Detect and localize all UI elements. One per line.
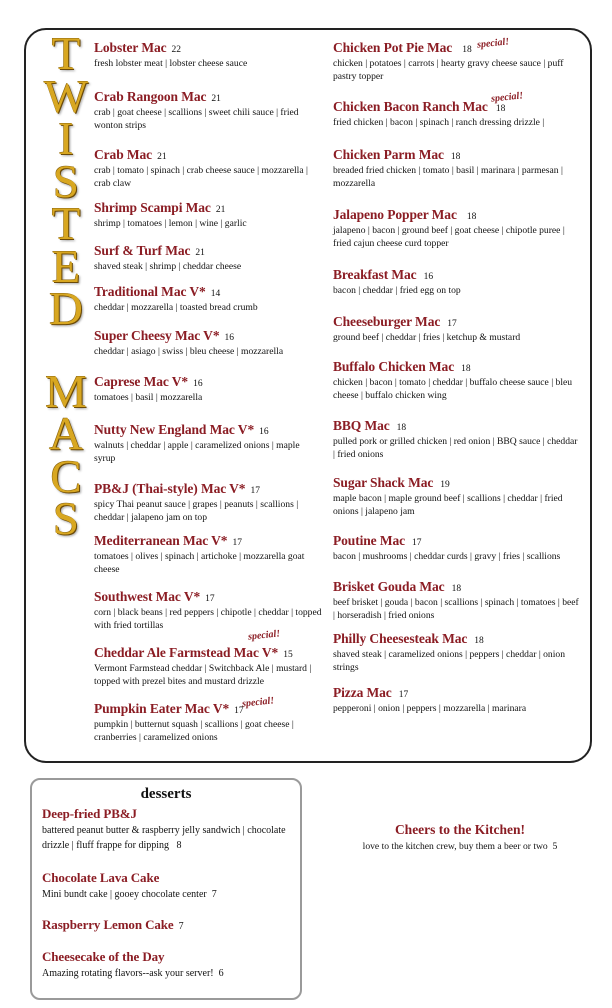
- item-desc: spicy Thai peanut sauce | grapes | peanuts | scallions | cheddar | jalapeno jam on top: [94, 499, 299, 523]
- item-desc: beef brisket | gouda | bacon | scallions | spinach | tomatoes | beef | horseradish | fried onions: [333, 597, 579, 621]
- item-name: Lobster Mac: [94, 40, 167, 55]
- title-letter: S: [52, 493, 80, 545]
- item-name: Chicken Parm Mac: [333, 147, 444, 162]
- item-price: 18: [461, 364, 471, 374]
- item-desc: maple bacon | maple ground beef | scallions | cheddar | fried onions | jalapeno jam: [333, 493, 563, 517]
- item-name: Pizza Mac: [333, 685, 392, 700]
- item-name: Sugar Shack Mac: [333, 475, 434, 490]
- dessert-desc: Mini bundt cake | gooey chocolate center: [42, 889, 207, 900]
- dessert-name: Chocolate Lava Cake: [42, 870, 160, 885]
- item-name: Caprese Mac V*: [94, 374, 189, 389]
- item-price: 18: [466, 212, 477, 222]
- item-price: 17: [250, 486, 260, 496]
- title-letter: T: [51, 198, 81, 250]
- menu-item: [333, 147, 581, 190]
- item-name: Brisket Gouda Mac: [333, 579, 445, 594]
- special-label: special!: [247, 628, 281, 643]
- item-price: 21: [215, 205, 226, 215]
- cheers-price: 5: [552, 841, 558, 852]
- menu-item: [333, 418, 581, 461]
- title-letter: S: [52, 155, 80, 208]
- item-name: Philly Cheesesteak Mac: [333, 631, 468, 646]
- special-label: special!: [241, 695, 275, 710]
- item-name: Pumpkin Eater Mac V*: [94, 701, 230, 716]
- title-letter: I: [58, 113, 74, 165]
- side-title: [40, 28, 92, 545]
- item-price: 18: [462, 45, 472, 55]
- item-desc: shaved steak | caramelized onions | peppers | cheddar | onion strings: [333, 649, 565, 673]
- menu-item: [94, 589, 322, 632]
- menu-item: [333, 533, 581, 564]
- cheers-desc: love to the kitchen crew, buy them a beer or two: [362, 841, 548, 852]
- item-price: 14: [210, 289, 221, 299]
- menu-item: [94, 89, 322, 132]
- item-desc: shrimp | tomatoes | lemon | wine | garlic: [94, 218, 247, 229]
- item-price: 16: [224, 333, 234, 343]
- menu-item: [94, 422, 322, 465]
- item-price: 16: [423, 272, 434, 282]
- item-desc: Vermont Farmstead cheddar | Switchback Ale | mustard | topped with prezel bites and mustard drizzle: [94, 663, 312, 687]
- item-name: Nutty New England Mac V*: [94, 422, 255, 437]
- desserts-title: desserts: [140, 786, 192, 802]
- dessert-desc: Amazing rotating flavors--ask your server!: [42, 968, 214, 979]
- item-price: 18: [450, 152, 461, 162]
- item-desc: crab | tomato | spinach | crab cheese sauce | mozzarella | crab claw: [94, 165, 308, 189]
- item-name: Traditional Mac V*: [94, 284, 206, 299]
- special-label: special!: [490, 90, 524, 105]
- menu-item: [333, 314, 581, 345]
- dessert-price: 7: [178, 921, 184, 932]
- item-price: 17: [234, 706, 244, 716]
- menu-item: [333, 99, 581, 130]
- item-desc: pepperoni | onion | peppers | mozzarella | marinara: [333, 703, 527, 714]
- item-desc: cheddar | mozzarella | toasted bread crumb: [94, 302, 258, 313]
- item-desc: breaded fried chicken | tomato | basil | marinara | parmesan | mozzarella: [333, 165, 563, 189]
- menu-item: [94, 645, 322, 688]
- title-letter: M: [45, 365, 87, 418]
- menu-item: [333, 40, 581, 83]
- menu-item: [94, 200, 322, 231]
- menu-item: [333, 267, 581, 298]
- item-desc: tomatoes | basil | mozzarella: [94, 392, 203, 403]
- item-price: 17: [412, 538, 422, 548]
- menu-item: [94, 533, 322, 576]
- title-letter: D: [49, 283, 83, 335]
- item-desc: chicken | bacon | tomato | cheddar | buffalo cheese sauce | bleu cheese | buffalo chicken wing: [333, 377, 573, 401]
- item-price: 18: [474, 636, 484, 646]
- item-name: Poutine Mac: [333, 533, 406, 548]
- menu-item: [333, 631, 581, 674]
- item-price: 16: [193, 379, 203, 389]
- item-name: PB&J (Thai-style) Mac V*: [94, 481, 246, 496]
- dessert-item: [42, 917, 292, 933]
- menu-item: [94, 40, 322, 71]
- item-price: 17: [398, 690, 409, 700]
- item-name: Buffalo Chicken Mac: [333, 359, 455, 374]
- item-name: Cheeseburger Mac: [333, 314, 441, 329]
- item-price: 21: [195, 248, 205, 258]
- menu-item: [94, 147, 322, 190]
- dessert-item: [42, 949, 292, 981]
- item-desc: crab | goat cheese | scallions | sweet chili sauce | fried wonton strips: [94, 107, 299, 131]
- item-price: 15: [283, 650, 293, 660]
- menu-item: [333, 579, 581, 622]
- item-name: Chicken Pot Pie Mac: [333, 40, 453, 55]
- item-price: 18: [451, 584, 462, 594]
- item-price: 18: [495, 104, 506, 114]
- item-name: Mediterranean Mac V*: [94, 533, 228, 548]
- item-name: Super Cheesy Mac V*: [94, 328, 220, 343]
- item-price: 21: [211, 94, 221, 104]
- dessert-name: Raspberry Lemon Cake: [42, 917, 174, 932]
- menu-item: [94, 328, 322, 359]
- item-price: 16: [259, 427, 269, 437]
- item-desc: fresh lobster meat | lobster cheese sauce: [94, 58, 248, 69]
- special-label: special!: [476, 36, 510, 51]
- dessert-item: [42, 870, 292, 902]
- item-price: 17: [447, 319, 457, 329]
- item-price: 17: [205, 594, 215, 604]
- menu-item: [94, 701, 322, 744]
- item-desc: jalapeno | bacon | ground beef | goat cheese | chipotle puree | fried cajun cheese curd topper: [333, 225, 565, 249]
- item-desc: ground beef | cheddar | fries | ketchup & mustard: [333, 332, 521, 343]
- menu-item: [333, 359, 581, 402]
- title-letter: C: [50, 450, 82, 503]
- item-price: 17: [232, 538, 242, 548]
- item-desc: tomatoes | olives | spinach | artichoke | mozzarella goat cheese: [94, 551, 305, 575]
- item-desc: cheddar | asiago | swiss | bleu cheese | mozzarella: [94, 346, 284, 357]
- item-name: Shrimp Scampi Mac: [94, 200, 211, 215]
- item-desc: bacon | cheddar | fried egg on top: [333, 285, 461, 296]
- item-name: Breakfast Mac: [333, 267, 417, 282]
- dessert-name: Deep-fried PB&J: [42, 806, 137, 821]
- item-desc: corn | black beans | red peppers | chipotle | cheddar | topped with fried tortillas: [94, 607, 322, 631]
- item-price: 19: [440, 480, 450, 490]
- item-price: 21: [157, 152, 167, 162]
- menu-item: [94, 243, 322, 274]
- title-letter: W: [43, 70, 89, 123]
- item-name: Crab Mac: [94, 147, 153, 162]
- dessert-price: 8: [176, 840, 182, 851]
- item-price: 22: [171, 45, 182, 55]
- dessert-price: 6: [218, 968, 224, 979]
- menu-item: [333, 207, 581, 250]
- item-name: Cheddar Ale Farmstead Mac V*: [94, 645, 279, 660]
- item-name: Jalapeno Popper Mac: [333, 207, 457, 222]
- dessert-item: [42, 806, 292, 853]
- cheers-title: Cheers to the Kitchen!: [394, 822, 526, 837]
- dessert-name: Cheesecake of the Day: [42, 949, 165, 964]
- title-letter: T: [51, 28, 81, 80]
- title-letter: A: [49, 408, 83, 460]
- cheers-section: [320, 822, 600, 852]
- dessert-price: 7: [211, 889, 217, 900]
- item-desc: bacon | mushrooms | cheddar curds | gravy | fries | scallions: [333, 551, 561, 562]
- item-desc: walnuts | cheddar | apple | caramelized onions | maple syrup: [94, 440, 300, 464]
- item-desc: pumpkin | butternut squash | scallions | goat cheese | cranberries | caramelized onions: [94, 719, 294, 743]
- item-desc: fried chicken | bacon | spinach | ranch dressing drizzle |: [333, 117, 545, 128]
- dessert-desc: battered peanut butter & raspberry jelly sandwich | chocolate drizzle | fluff frappe for dipping: [42, 825, 286, 851]
- item-desc: pulled pork or grilled chicken | red onion | BBQ sauce | cheddar | fried onions: [333, 436, 578, 460]
- item-desc: chicken | potatoes | carrots | hearty gravy cheese sauce | puff pastry topper: [333, 58, 564, 82]
- item-desc: shaved steak | shrimp | cheddar cheese: [94, 261, 242, 272]
- menu-item: [333, 475, 581, 518]
- menu-item: [94, 284, 322, 315]
- item-name: Crab Rangoon Mac: [94, 89, 207, 104]
- menu-item: [94, 374, 322, 405]
- item-price: 18: [396, 423, 407, 433]
- title-letter: E: [51, 240, 81, 293]
- menu-item: [333, 685, 581, 716]
- item-name: Surf & Turf Mac: [94, 243, 191, 258]
- item-name: Southwest Mac V*: [94, 589, 201, 604]
- menu-item: [94, 481, 322, 524]
- item-name: BBQ Mac: [333, 418, 390, 433]
- item-name: Chicken Bacon Ranch Mac: [333, 99, 488, 114]
